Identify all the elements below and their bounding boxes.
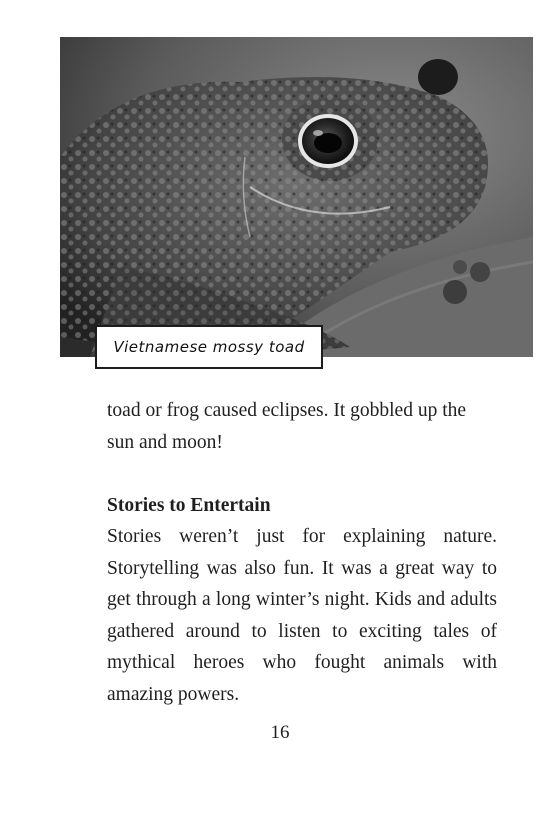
photo-caption-box bbox=[95, 325, 323, 369]
paragraph-stories: Stories weren’t just for explaining nature. Storytelling was also fun. It was a great way to get through a long winter’s night. Kids and adults gathered around to listen to exciting tales of mythical heroes who fought animals with amazing powers. bbox=[107, 526, 497, 705]
toad-photo-icon bbox=[60, 37, 533, 357]
section-heading: Stories to Entertain bbox=[107, 495, 271, 516]
toad-photo bbox=[60, 37, 533, 357]
page-number: 16 bbox=[270, 722, 290, 743]
photo-caption: Vietnamese mossy toad bbox=[113, 338, 305, 356]
paragraph-continuation: toad or frog caused eclipses. It gobbled up the sun and moon! bbox=[107, 400, 467, 453]
